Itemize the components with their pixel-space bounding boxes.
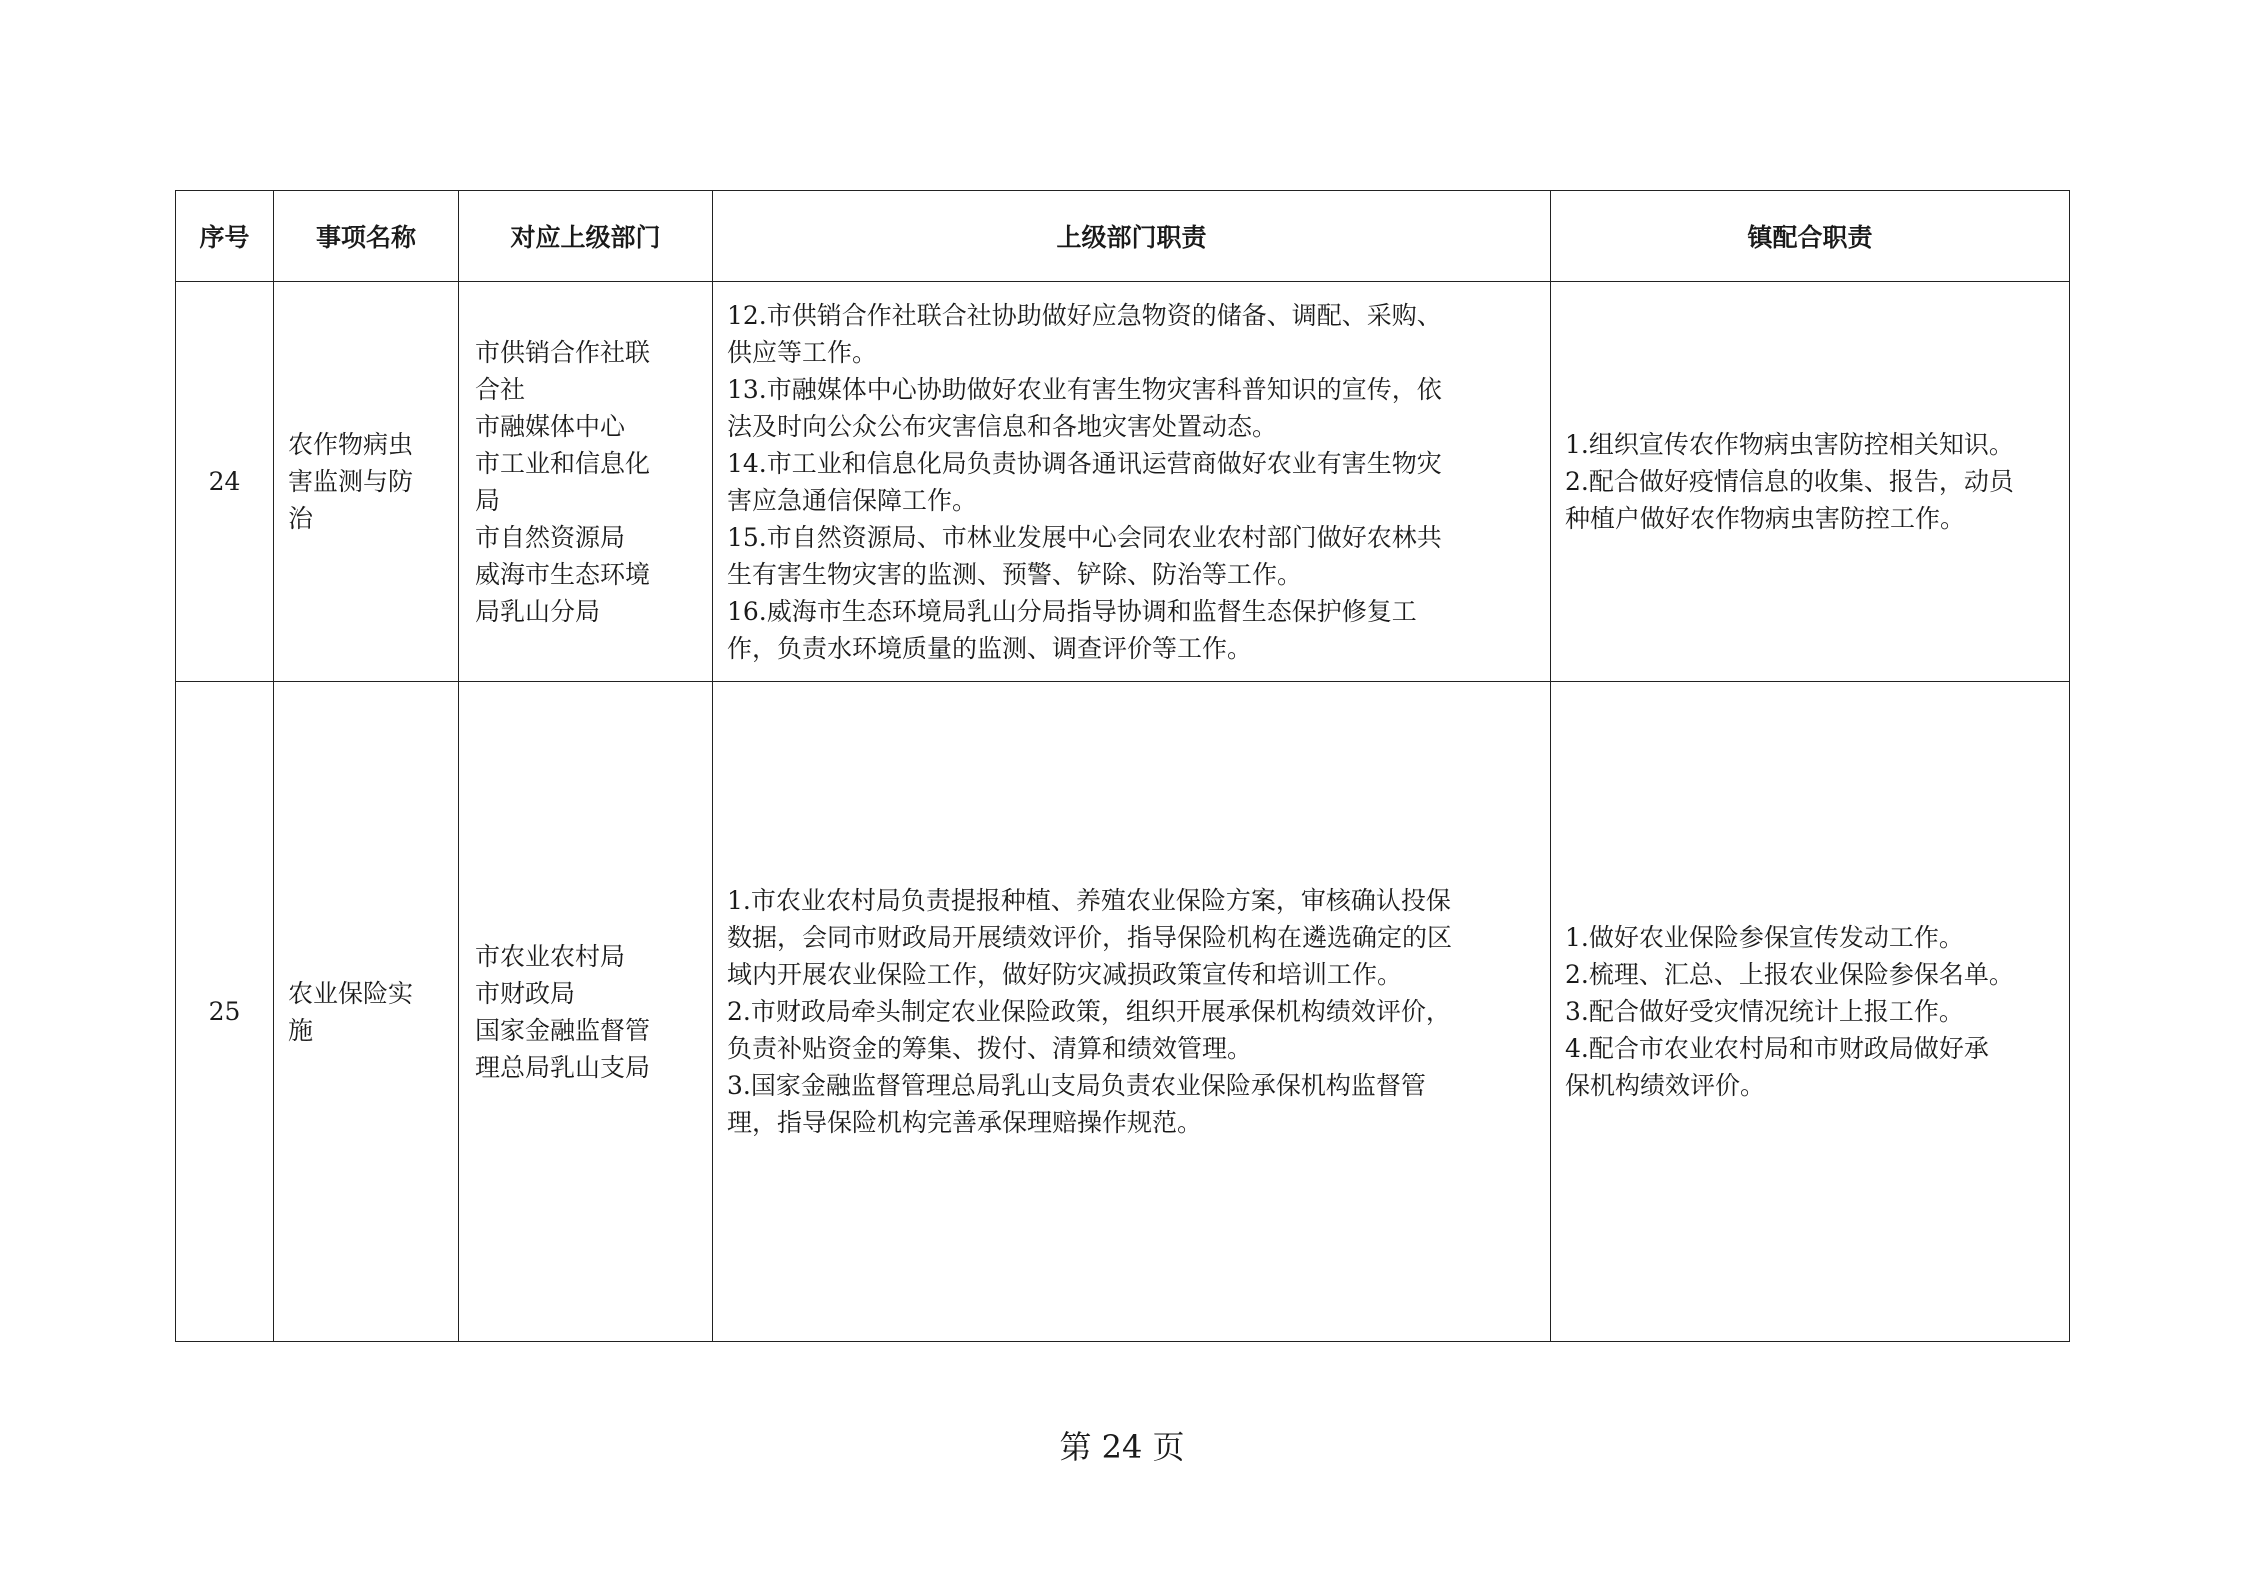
page-number: 第 24 页 [1059, 1428, 1185, 1466]
header-duty: 上级部门职责 [713, 191, 1551, 282]
row-item-name [274, 282, 459, 682]
text-line: 局 [475, 485, 501, 515]
header-dept: 对应上级部门 [459, 191, 713, 282]
text-line: 1.做好农业保险参保宣传发动工作。 [1565, 923, 1964, 952]
row-department [459, 282, 713, 682]
header-coop: 镇配合职责 [1551, 191, 2070, 282]
row-seq: 24 [176, 282, 274, 682]
text-line: 国家金融监督管 [475, 1015, 651, 1045]
text-line: 局乳山分局 [475, 596, 601, 626]
row-superior-duty [713, 282, 1551, 682]
text-line: 治 [288, 504, 314, 533]
header-name: 事项名称 [274, 191, 459, 282]
text-line: 法及时向公众公布灾害信息和各地灾害处置动态。 [727, 411, 1278, 441]
text-line: 供应等工作。 [727, 337, 878, 367]
row-department [459, 682, 713, 1342]
text-line: 作，负责水环境质量的监测、调查评价等工作。 [727, 633, 1253, 663]
text-line: 2.配合做好疫情信息的收集、报告，动员 [1565, 467, 2014, 496]
responsibility-table [175, 190, 2070, 1342]
text-line: 理，指导保险机构完善承保理赔操作规范。 [727, 1108, 1203, 1137]
text-line: 市农业农村局 [475, 941, 626, 971]
text-line: 害监测与防 [288, 467, 414, 496]
row-superior-duty [713, 682, 1551, 1342]
text-line: 市融媒体中心 [475, 411, 626, 441]
text-line: 2.市财政局牵头制定农业保险政策，组织开展承保机构绩效评价， [727, 997, 1451, 1026]
text-line: 施 [288, 1015, 314, 1045]
text-line: 保机构绩效评价。 [1565, 1071, 1766, 1100]
header-seq: 序号 [176, 191, 274, 282]
text-line: 生有害生物灾害的监测、预警、铲除、防治等工作。 [727, 559, 1303, 589]
text-line: 市工业和信息化 [475, 448, 651, 478]
table-row [176, 282, 2070, 682]
text-line: 16.威海市生态环境局乳山分局指导协调和监督生态保护修复工 [727, 596, 1417, 626]
text-line: 种植户做好农作物病虫害防控工作。 [1565, 504, 1966, 533]
text-line: 农作物病虫 [288, 430, 414, 459]
row-seq: 25 [176, 682, 274, 1342]
text-line: 3.配合做好受灾情况统计上报工作。 [1565, 997, 1964, 1026]
text-line: 数据，会同市财政局开展绩效评价，指导保险机构在遴选确定的区 [727, 923, 1453, 952]
table-header-row [176, 191, 2070, 282]
text-line: 3.国家金融监督管理总局乳山支局负责农业保险承保机构监督管 [727, 1071, 1426, 1100]
text-line: 市自然资源局 [475, 522, 626, 552]
text-line: 合社 [475, 374, 526, 404]
row-town-cooperation [1551, 282, 2070, 682]
text-line: 13.市融媒体中心协助做好农业有害生物灾害科普知识的宣传，依 [727, 374, 1442, 404]
text-line: 负责补贴资金的筹集、拨付、清算和绩效管理。 [727, 1034, 1253, 1063]
text-line: 理总局乳山支局 [475, 1052, 651, 1082]
text-line: 2.梳理、汇总、上报农业保险参保名单。 [1565, 960, 2014, 989]
text-line: 12.市供销合作社联合社协助做好应急物资的储备、调配、采购、 [727, 300, 1442, 330]
text-line: 威海市生态环境 [475, 559, 651, 589]
text-line: 市供销合作社联 [475, 337, 651, 367]
text-line: 域内开展农业保险工作，做好防灾减损政策宣传和培训工作。 [727, 960, 1403, 989]
text-line: 15.市自然资源局、市林业发展中心会同农业农村部门做好农林共 [727, 522, 1442, 552]
row-item-name [274, 682, 459, 1342]
text-line: 害应急通信保障工作。 [727, 485, 978, 515]
text-line: 4.配合市农业农村局和市财政局做好承 [1565, 1034, 1989, 1063]
row-town-cooperation [1551, 682, 2070, 1342]
text-line: 市财政局 [475, 978, 576, 1008]
text-line: 1.市农业农村局负责提报种植、养殖农业保险方案，审核确认投保 [727, 886, 1451, 915]
table-row [176, 682, 2070, 1342]
text-line: 14.市工业和信息化局负责协调各通讯运营商做好农业有害生物灾 [727, 448, 1442, 478]
text-line: 1.组织宣传农作物病虫害防控相关知识。 [1565, 430, 2014, 459]
text-line: 农业保险实 [288, 978, 414, 1008]
